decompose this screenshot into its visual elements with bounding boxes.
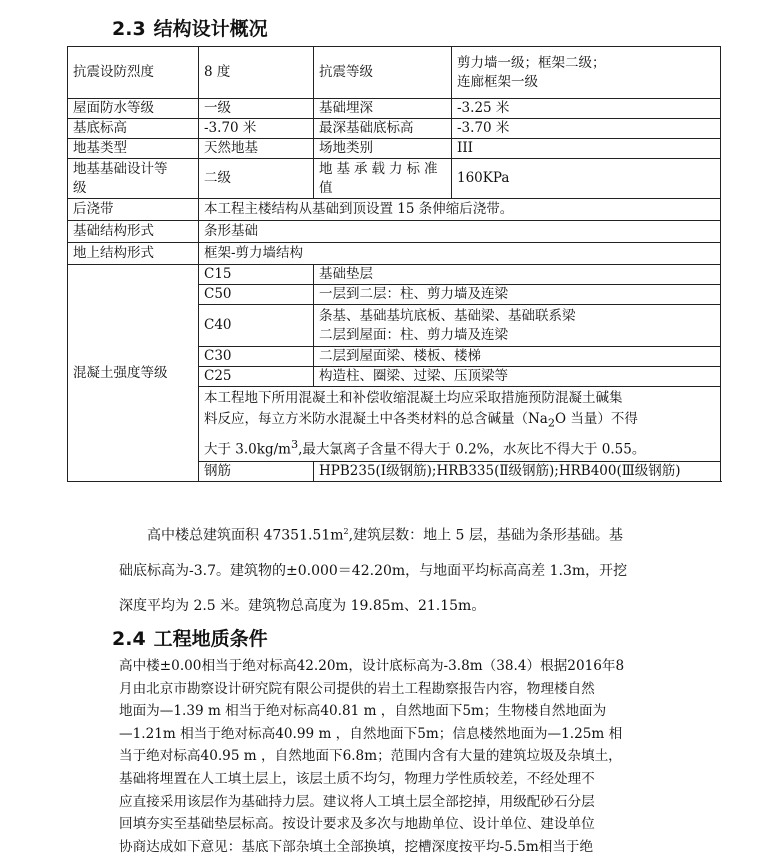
paragraph-line: 基础将埋置在人工填土层上，该层土质不均匀，物理力学性质较差，不经处理不 (119, 770, 595, 787)
table-cell: 基础垫层 (314, 265, 721, 285)
section-heading-2-4 (112, 624, 268, 651)
table-cell: 地基类型 (68, 139, 199, 159)
paragraph-line: 月由北京市勘察设计研究院有限公司提供的岩土工程勘察报告内容，物理楼自然 (119, 680, 595, 697)
section-number: 2.4 (112, 628, 146, 650)
table-row (68, 139, 721, 159)
paragraph-line: 应直接采用该层作为基础持力层。建议将人工填土层全部挖掉，用级配砂石分层 (119, 793, 595, 810)
cell-line: 条基、基础基坑底板、基础梁、基础联系梁 (319, 307, 576, 324)
concrete-note-cell (199, 387, 721, 462)
cell-line: 地基承载力标准 (319, 160, 442, 177)
note-text: ,最大氯离子含量不得大于 0.2%，水灰比不得大于 0.55。 (298, 441, 646, 458)
superscript: 3 (290, 437, 299, 451)
table-row (68, 119, 721, 139)
table-cell: 一层到二层：柱、剪力墙及连梁 (314, 285, 721, 305)
table-cell (314, 159, 452, 199)
note-line (204, 409, 715, 434)
cell-line: 级 (73, 179, 87, 196)
table-cell: 160KPa (452, 159, 721, 199)
paragraph-line: 深度平均为 2.5 米。建筑物总高度为 19.85m、21.15m。 (119, 597, 486, 614)
cell-line: 二层到屋面：柱、剪力墙及连梁 (319, 326, 508, 343)
table-cell: HPB235(Ⅰ级钢筋);HRB335(Ⅱ级钢筋);HRB400(Ⅲ级钢筋) (314, 462, 721, 482)
paragraph-line: 协商达成如下意见：基底下部杂填土全部换填，挖槽深度按平均-5.5m相当于绝 (119, 838, 594, 855)
table-cell: 最深基础底标高 (314, 119, 452, 139)
table-cell: C15 (199, 265, 314, 285)
table-cell: C50 (199, 285, 314, 305)
table-cell: 框架-剪力墙结构 (199, 243, 721, 265)
paragraph-line: 回填夯实至基础垫层标高。按设计要求及多次与地勘单位、设计单位、建设单位 (119, 816, 595, 833)
table-row (68, 221, 721, 243)
paragraph-line: 高中楼±0.00相当于绝对标高42.20m，设计底标高为-3.8m（38.4）根据2016年8 (119, 658, 625, 674)
section-number: 2.3 (112, 18, 146, 40)
table-cell: 二级 (199, 159, 314, 199)
table-cell: 抗震等级 (314, 47, 452, 99)
paragraph-building-summary (119, 514, 673, 624)
paragraph-line: 础底标高为-3.7。建筑物的±0.000＝42.20m，与地面平均标高高差 1.3m，开挖 (119, 562, 628, 579)
table-cell (314, 305, 721, 347)
table-cell: 本工程主楼结构从基础到顶设置 15 条伸缩后浇带。 (199, 199, 721, 221)
paragraph-geology (119, 655, 675, 858)
table-cell: 基础埋深 (314, 99, 452, 119)
note-text: 料反应，每立方米防水混凝土中各类材料的总含碱量（Na (204, 411, 548, 427)
table-cell: 屋面防水等级 (68, 99, 199, 119)
table-cell: 抗震设防烈度 (68, 47, 199, 99)
table-row (68, 265, 721, 285)
note-line: 本工程地下所用混凝土和补偿收缩混凝土均应采取措施预防混凝土碱集 (204, 390, 623, 406)
section-title: 工程地质条件 (153, 628, 268, 650)
structure-spec-table (67, 46, 721, 482)
text: 高中楼总建筑面积 47351.51m (147, 527, 344, 544)
table-cell: 钢筋 (199, 462, 314, 482)
note-line (204, 434, 715, 461)
table-cell: -3.70 米 (452, 119, 721, 139)
paragraph-line: 地面为—1.39 m 相当于绝对标高40.81 m ，自然地面下5m；生物楼自然地面为 (119, 703, 607, 720)
table-row (68, 47, 721, 99)
table-cell: 基础结构形式 (68, 221, 199, 243)
paragraph-line: 当于绝对标高40.95 m ，自然地面下6.8m；范围内含有大量的建筑垃圾及杂填土， (119, 748, 622, 765)
table-cell: -3.70 米 (199, 119, 314, 139)
paragraph-line: —1.21m 相当于绝对标高40.99 m ，自然地面下5m；信息楼然地面为—1.25m 相 (119, 725, 623, 742)
text: ,建筑层数：地上 5 层，基础为条形基础。基 (348, 527, 623, 544)
note-text: O 当量）不得 (555, 411, 638, 427)
table-cell: 混凝土强度等级 (68, 265, 199, 482)
cell-line: 值 (319, 179, 333, 196)
paragraph-line (119, 514, 673, 554)
cell-line: 连廊框架一级 (457, 73, 538, 90)
table-cell: 构造柱、圈梁、过梁、压顶梁等 (314, 367, 721, 387)
table-row (68, 243, 721, 265)
table-cell: 8 度 (199, 47, 314, 99)
table-cell: 后浇带 (68, 199, 199, 221)
table-cell (452, 47, 721, 99)
table-cell: III (452, 139, 721, 159)
table-cell (68, 159, 199, 199)
section-heading-2-3 (112, 14, 268, 41)
cell-line: 剪力墙一级；框架二级； (457, 54, 606, 71)
table-row (68, 99, 721, 119)
table-cell: 基底标高 (68, 119, 199, 139)
note-text: 大于 3.0kg/m (204, 441, 291, 458)
table-cell: 一级 (199, 99, 314, 119)
table-cell: 场地类别 (314, 139, 452, 159)
table-cell: 地上结构形式 (68, 243, 199, 265)
table-cell: -3.25 米 (452, 99, 721, 119)
table-row (68, 199, 721, 221)
cell-line: 地基基础设计等 (73, 160, 168, 177)
table-row (68, 159, 721, 199)
table-cell: C30 (199, 347, 314, 367)
table-cell: 二层到屋面梁、楼板、楼梯 (314, 347, 721, 367)
table-cell: C40 (199, 305, 314, 347)
table-cell: C25 (199, 367, 314, 387)
table-cell: 天然地基 (199, 139, 314, 159)
superscript: 2 (343, 527, 349, 536)
section-title: 结构设计概况 (153, 18, 268, 40)
table-cell: 条形基础 (199, 221, 721, 243)
subscript: 2 (547, 416, 556, 430)
